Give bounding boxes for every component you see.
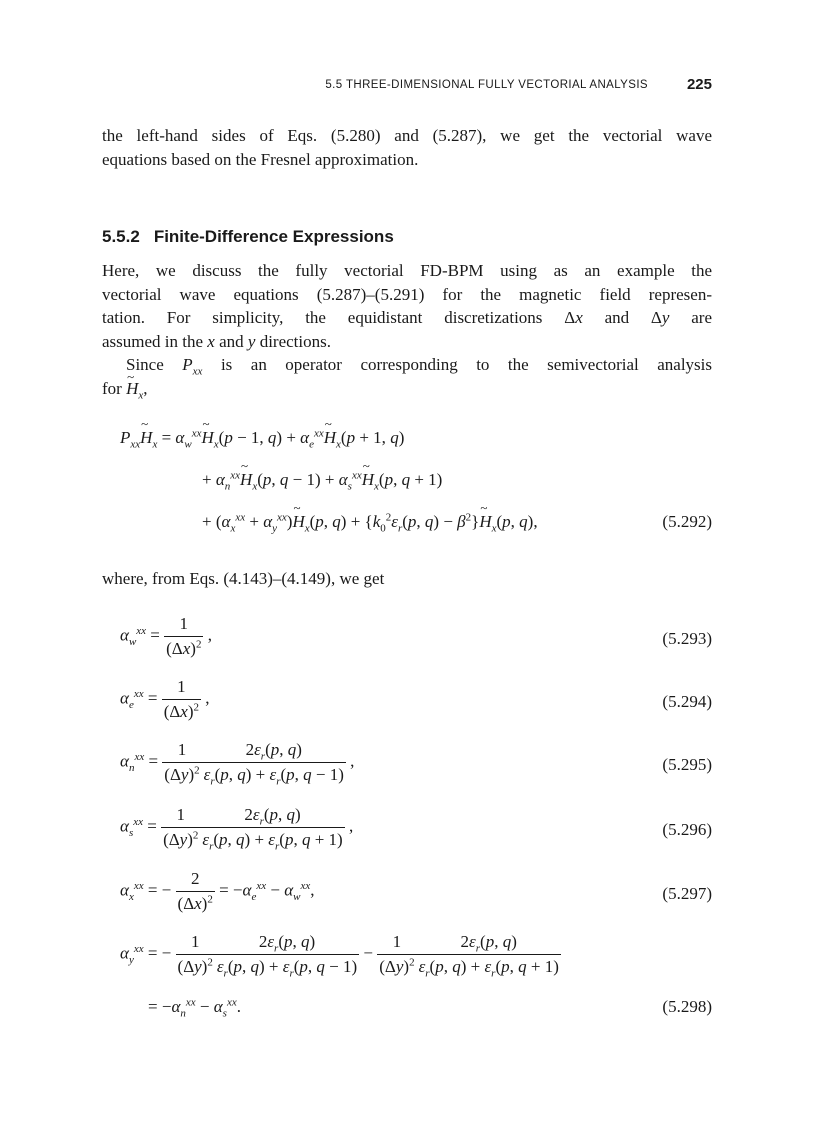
equation-5-292-line-3: + ($\alpha_x^{xx}$ + $\alpha_y^{xx})\sim$ $H_x(p$, $q) + \{k_0^2\varepsilon_r(p$, $q) - \beta^2\}\sim$ $H_x(p$, q), bbox=[202, 512, 538, 532]
equation-5-298-line-1: $\alpha_y^{xx}$ = − $\frac{1}{(\Delta y)^2}$ $\frac{2\varepsilon_r(p, q)}{\varepsilon_r(p, q) + \varepsilon_r(p, q - 1)}$ − $\frac{1}{(\Delta y)^2}$ $\frac{2\varepsilon_r(p, q)}{\varepsilon_r(p, q) + \varepsilon_r(p, q + 1)}$ bbox=[120, 932, 559, 980]
equation-number-5-296: (5.296) bbox=[662, 820, 712, 839]
running-title: 5.5 THREE-DIMENSIONAL FULLY VECTORIAL ANALYSIS bbox=[325, 79, 648, 91]
intro-paragraph bbox=[102, 124, 712, 171]
para1-line-4: assumed in the x and y directions. bbox=[102, 331, 331, 351]
body-paragraph-1 bbox=[102, 259, 712, 353]
equation-5-295: $\alpha_n^{xx}$ = $\frac{1}{(\Delta y)^2}$ $\frac{2\varepsilon_r(p, q)}{\varepsilon_r(p, q) + \varepsilon_r(p, q - 1)}$ , bbox=[120, 740, 355, 788]
equation-5-297: $\alpha_x^{xx}$ = − $\frac{2}{(\Delta x)^2}$ = $-\alpha_e^{xx} - \alpha_w^{xx}$, bbox=[120, 869, 315, 913]
equation-5-292-line-2: + $\alpha_n^{xx}\sim$ $H_x(p$, $q - 1) + \alpha_s^{xx}\sim$ $H_x(p$, q + 1) bbox=[202, 470, 442, 490]
running-header bbox=[102, 76, 712, 96]
equation-5-298-line-2: = $-\alpha_n^{xx} - \alpha_s^{xx}$. bbox=[148, 996, 241, 1020]
equation-5-292-line-1: $P_{xx}\sim$ $H_x$ = $\alpha_w^{xx}\sim$ $H_x(p - 1$, $q) + \alpha_e^{xx}\sim$ $H_x(p + 1$, q) bbox=[120, 428, 404, 448]
para2-line-1: Since $P_{xx}$ is an operator corresponding to the semivectorial analysis bbox=[126, 355, 713, 378]
where-line: where, from Eqs. (4.143)–(4.149), we get bbox=[102, 569, 385, 588]
equation-number-5-294: (5.294) bbox=[662, 692, 712, 711]
para2-line-2: for ~ $H_x$, bbox=[102, 377, 712, 401]
para1-line-3: tation. For simplicity, the equidistant discretizations Δx and Δy are bbox=[102, 308, 713, 327]
page-number: 225 bbox=[686, 76, 712, 93]
equation-number-5-297: (5.297) bbox=[662, 884, 712, 903]
section-heading bbox=[102, 227, 394, 247]
intro-line-1: the left-hand sides of Eqs. (5.280) and (5.287), we get the vectorial wave bbox=[102, 126, 712, 145]
para1-line-2: vectorial wave equations (5.287)–(5.291) for the magnetic field represen- bbox=[102, 284, 712, 304]
intro-line-2: equations based on the Fresnel approximation. bbox=[102, 149, 419, 169]
section-title: Finite-Difference Expressions bbox=[153, 227, 394, 246]
equation-5-294: $\alpha_e^{xx}$ = $\frac{1}{(\Delta x)^2}$ , bbox=[120, 677, 210, 721]
equation-number-5-293: (5.293) bbox=[662, 629, 712, 648]
equation-number-5-295: (5.295) bbox=[662, 755, 712, 774]
equation-number-5-292: (5.292) bbox=[662, 512, 712, 531]
equation-5-293: $\alpha_w^{xx}$ = $\frac{1}{(\Delta x)^2}$ , bbox=[120, 614, 212, 658]
para1-line-1: Here, we discuss the fully vectorial FD-BPM using as an example the bbox=[102, 261, 712, 280]
equation-number-5-298: (5.298) bbox=[662, 997, 712, 1016]
section-number: 5.5.2 bbox=[102, 227, 140, 246]
equation-5-296: $\alpha_s^{xx}$ = $\frac{1}{(\Delta y)^2}$ $\frac{2\varepsilon_r(p, q)}{\varepsilon_r(p, q) + \varepsilon_r(p, q + 1)}$ , bbox=[120, 805, 354, 853]
body-paragraph-2 bbox=[102, 353, 712, 400]
